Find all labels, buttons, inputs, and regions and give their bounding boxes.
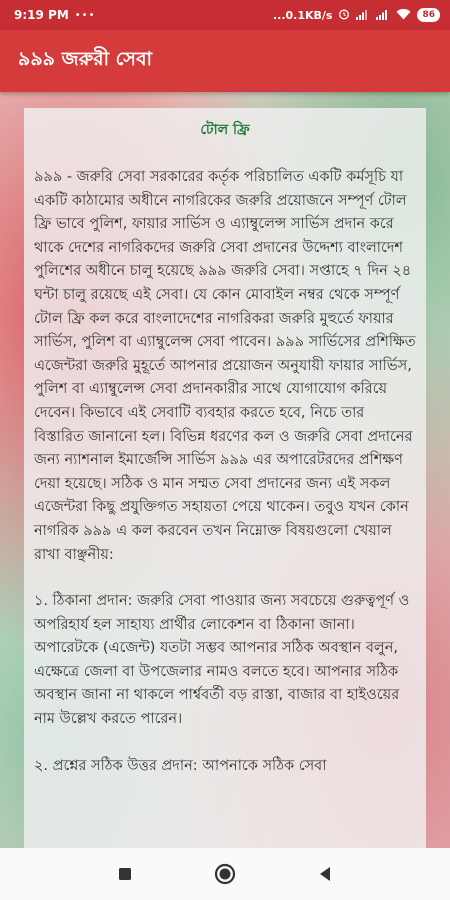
- home-circle-icon[interactable]: [210, 859, 240, 889]
- address-paragraph: ১. ঠিকানা প্রদান: জরুরি সেবা পাওয়ার জন্য সবচেয়ে গুরুত্বপূর্ণ ও অপরিহার্য হল সাহায্য প্রার্থীর লোকেশন বা ঠিকানা জানা। অপারেটকে (এজেন্ট) যতটা সম্ভব আপনার সঠিক অবস্থান বলুন, এক্ষেত্রে জেলা বা উপজেলার নামও বলতে হবে। আপনার সঠিক অবস্থান জানা না থাকলে পার্শ্ববর্তী বড় রাস্তা, বাজার বা হাইওয়ের নাম উল্লেখ করতে পারেন।: [34, 593, 410, 728]
- recents-square-icon[interactable]: [110, 859, 140, 889]
- content-area[interactable]: [0, 92, 450, 848]
- status-indicators: [273, 8, 440, 23]
- back-triangle-icon[interactable]: [310, 859, 340, 889]
- navigation-bar: [0, 848, 450, 900]
- network-speed: ...0.1KB/s: [272, 8, 333, 22]
- app-title: ৯৯৯ জরুরী সেবা: [18, 48, 153, 70]
- card-subtitle: টোল ফ্রি: [200, 122, 250, 138]
- status-time: 9:19 PM: [14, 8, 69, 22]
- signal-icon-2: [376, 8, 390, 23]
- status-bar: [0, 0, 450, 30]
- alarm-icon: [338, 8, 350, 23]
- answer-paragraph: ২. প্রশ্নের সঠিক উত্তর প্রদান: আপনাকে সঠিক সেবা: [34, 757, 327, 774]
- intro-paragraph: ৯৯৯ - জরুরি সেবা সরকারের কর্তৃক পরিচালিত একটি কর্মসূচি যা একটি কাঠামোর অধীনে নাগরিকের জরুরি প্রয়োজনে সম্পূর্ণ টোল ফ্রি ভাবে পুলিশ, ফায়ার সার্ভিস ও এ্যাম্বুলেন্স সার্ভিস প্রদান করে থাকে দেশের নাগরিকদের জরুরি সেবা প্রদানের উদ্দেশ্য বাংলাদেশ পুলিশের অধীনে চালু হয়েছে ৯৯৯ জরুরি সেবা। সপ্তাহে ৭ দিন ২৪ ঘন্টা চালু রয়েছে এই সেবা। যে কোন মোবাইল নম্বর থেকে সম্পূর্ণ টোল ফ্রি কল করে বাংলাদেশের নাগরিকরা জরুরি মুহুর্তে ফায়ার সার্ভিস, পুলিশ বা এ্যাম্বুলেন্স সেবা পাবেন। ৯৯৯ সার্ভিসের প্রশিক্ষিত এজেন্টরা জরুরি মুহূর্তে আপনার প্রয়োজন অনুযায়ী ফায়ার সার্ভিস, পুলিশ বা এ্যাম্বুলেন্স সেবা প্রদানকারীর সাথে যোগাযোগ করিয়ে দেবেন। কিভাবে এই সেবাটি ব্যবহার করতে হবে, নিচে তার বিস্তারিত জানানো হল। বিভিন্ন ধরণের কল ও জরুরি সেবা প্রদানের জন্য ন্যাশনাল ইমার্জেন্সি সার্ভিস ৯৯৯ এর অপারেটরদের প্রশিক্ষণ দেয়া হয়েছে। সঠিক ও মান সম্মত সেবা প্রদানের জন্য এই সকল এজেন্টরা কিছু প্রযুক্তিগত সহায়তা পেয়ে থাকেন। তবুও যখন কোন নাগরিক ৯৯৯ এ কল করবেন তখন নিম্নোক্ত বিষয়গুলো খেয়াল রাখা বাঞ্ছনীয়:: [34, 169, 416, 563]
- battery-icon: 86: [417, 8, 440, 22]
- wifi-icon: [396, 8, 411, 23]
- app-bar: [0, 30, 450, 92]
- notification-dots: •••: [74, 9, 96, 21]
- info-card: [24, 108, 426, 848]
- signal-icon: [356, 8, 370, 23]
